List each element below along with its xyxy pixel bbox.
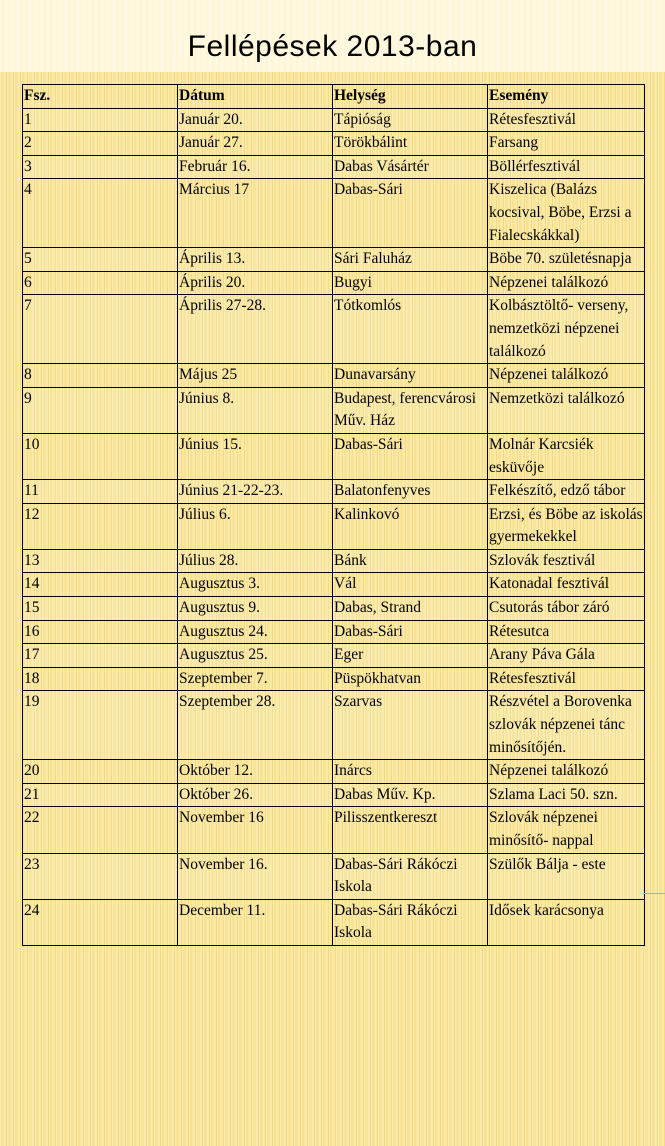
cell-number: 9 [23, 387, 178, 433]
cell-event: Kolbásztöltő- verseny, nemzetközi népzenei találkozó [488, 295, 645, 364]
cell-place: Szarvas [333, 691, 488, 760]
decorative-line [644, 893, 665, 894]
cell-place: Bánk [333, 549, 488, 573]
cell-event: Erzsi, és Böbe az iskolás gyermekekkel [488, 503, 645, 549]
cell-event: Felkészítő, edző tábor [488, 480, 645, 504]
cell-date: Augusztus 24. [178, 620, 333, 644]
cell-event: Részvétel a Borovenka szlovák népzenei tánc minősítőjén. [488, 691, 645, 760]
cell-place: Dunavarsány [333, 364, 488, 388]
cell-event: Idősek karácsonya [488, 899, 645, 945]
cell-place: Eger [333, 644, 488, 668]
cell-number: 17 [23, 644, 178, 668]
cell-number: 23 [23, 853, 178, 899]
page-title: Fellépések 2013-ban [187, 30, 478, 63]
cell-event: Böllérfesztivál [488, 155, 645, 179]
header-date: Dátum [178, 85, 333, 109]
table-row [23, 132, 645, 156]
cell-number: 3 [23, 155, 178, 179]
cell-place: Dabas-Sári Rákóczi Iskola [333, 853, 488, 899]
table-row [23, 783, 645, 807]
cell-event: Rétesfesztivál [488, 667, 645, 691]
cell-place: Dabas-Sári [333, 433, 488, 479]
cell-date: November 16 [178, 807, 333, 853]
table-row [23, 248, 645, 272]
cell-place: Inárcs [333, 760, 488, 784]
cell-place: Balatonfenyves [333, 480, 488, 504]
table-row [23, 573, 645, 597]
cell-event: Szlovák fesztivál [488, 549, 645, 573]
cell-event: Szlovák népzenei minősítő- nappal [488, 807, 645, 853]
cell-place: Budapest, ferencvárosi Műv. Ház [333, 387, 488, 433]
cell-number: 7 [23, 295, 178, 364]
cell-event: Rétesutca [488, 620, 645, 644]
cell-number: 12 [23, 503, 178, 549]
cell-date: Szeptember 7. [178, 667, 333, 691]
table-row [23, 807, 645, 853]
cell-event: Népzenei találkozó [488, 364, 645, 388]
table-row [23, 503, 645, 549]
table-row [23, 364, 645, 388]
cell-place: Bugyi [333, 271, 488, 295]
table-row [23, 899, 645, 945]
cell-date: December 11. [178, 899, 333, 945]
cell-place: Dabas-Sári [333, 179, 488, 248]
cell-event: Molnár Karcsiék esküvője [488, 433, 645, 479]
table-row [23, 549, 645, 573]
cell-event: Szülők Bálja - este [488, 853, 645, 899]
cell-date: Február 16. [178, 155, 333, 179]
cell-date: Július 28. [178, 549, 333, 573]
cell-number: 24 [23, 899, 178, 945]
table-row [23, 597, 645, 621]
cell-date: Augusztus 9. [178, 597, 333, 621]
table-row [23, 271, 645, 295]
table-row [23, 667, 645, 691]
cell-number: 2 [23, 132, 178, 156]
events-table-container [22, 84, 644, 946]
cell-place: Kalinkovó [333, 503, 488, 549]
cell-date: Január 20. [178, 108, 333, 132]
cell-place: Sári Faluház [333, 248, 488, 272]
cell-number: 5 [23, 248, 178, 272]
cell-place: Törökbálint [333, 132, 488, 156]
cell-number: 16 [23, 620, 178, 644]
cell-number: 20 [23, 760, 178, 784]
table-row [23, 760, 645, 784]
cell-number: 8 [23, 364, 178, 388]
table-header-row [23, 85, 645, 109]
cell-number: 11 [23, 480, 178, 504]
cell-date: Június 8. [178, 387, 333, 433]
cell-event: Csutorás tábor záró [488, 597, 645, 621]
cell-date: Július 6. [178, 503, 333, 549]
cell-place: Dabas, Strand [333, 597, 488, 621]
cell-event: Farsang [488, 132, 645, 156]
cell-date: Április 27-28. [178, 295, 333, 364]
cell-event: Rétesfesztivál [488, 108, 645, 132]
header-event: Esemény [488, 85, 645, 109]
cell-date: Október 26. [178, 783, 333, 807]
table-row [23, 295, 645, 364]
cell-date: Augusztus 3. [178, 573, 333, 597]
cell-place: Püspökhatvan [333, 667, 488, 691]
cell-number: 13 [23, 549, 178, 573]
table-row [23, 691, 645, 760]
table-row [23, 108, 645, 132]
cell-number: 19 [23, 691, 178, 760]
cell-date: Augusztus 25. [178, 644, 333, 668]
table-row [23, 853, 645, 899]
table-row [23, 179, 645, 248]
cell-number: 4 [23, 179, 178, 248]
table-body [23, 108, 645, 945]
cell-event: Szlama Laci 50. szn. [488, 783, 645, 807]
cell-date: Április 13. [178, 248, 333, 272]
header-number: Fsz. [23, 85, 178, 109]
cell-number: 22 [23, 807, 178, 853]
cell-place: Tótkomlós [333, 295, 488, 364]
table-row [23, 480, 645, 504]
cell-event: Arany Páva Gála [488, 644, 645, 668]
table-row [23, 433, 645, 479]
table-row [23, 644, 645, 668]
cell-place: Vál [333, 573, 488, 597]
cell-number: 14 [23, 573, 178, 597]
cell-date: Szeptember 28. [178, 691, 333, 760]
cell-place: Dabas Vásártér [333, 155, 488, 179]
header-place: Helység [333, 85, 488, 109]
cell-date: Június 21-22-23. [178, 480, 333, 504]
cell-date: Október 12. [178, 760, 333, 784]
cell-number: 6 [23, 271, 178, 295]
cell-date: Január 27. [178, 132, 333, 156]
events-table [22, 84, 645, 946]
cell-place: Dabas-Sári [333, 620, 488, 644]
cell-number: 18 [23, 667, 178, 691]
cell-event: Nemzetközi találkozó [488, 387, 645, 433]
cell-date: Március 17 [178, 179, 333, 248]
cell-date: November 16. [178, 853, 333, 899]
cell-event: Kiszelica (Balázs kocsival, Böbe, Erzsi a Fialecskákkal) [488, 179, 645, 248]
cell-place: Tápióság [333, 108, 488, 132]
cell-date: Május 25 [178, 364, 333, 388]
cell-place: Pilisszentkereszt [333, 807, 488, 853]
cell-date: Április 20. [178, 271, 333, 295]
cell-event: Népzenei találkozó [488, 271, 645, 295]
cell-place: Dabas-Sári Rákóczi Iskola [333, 899, 488, 945]
cell-number: 21 [23, 783, 178, 807]
cell-number: 15 [23, 597, 178, 621]
cell-event: Népzenei találkozó [488, 760, 645, 784]
cell-event: Katonadal fesztivál [488, 573, 645, 597]
table-row [23, 155, 645, 179]
cell-number: 1 [23, 108, 178, 132]
table-row [23, 620, 645, 644]
table-row [23, 387, 645, 433]
cell-date: Június 15. [178, 433, 333, 479]
cell-place: Dabas Műv. Kp. [333, 783, 488, 807]
cell-event: Böbe 70. születésnapja [488, 248, 645, 272]
cell-number: 10 [23, 433, 178, 479]
